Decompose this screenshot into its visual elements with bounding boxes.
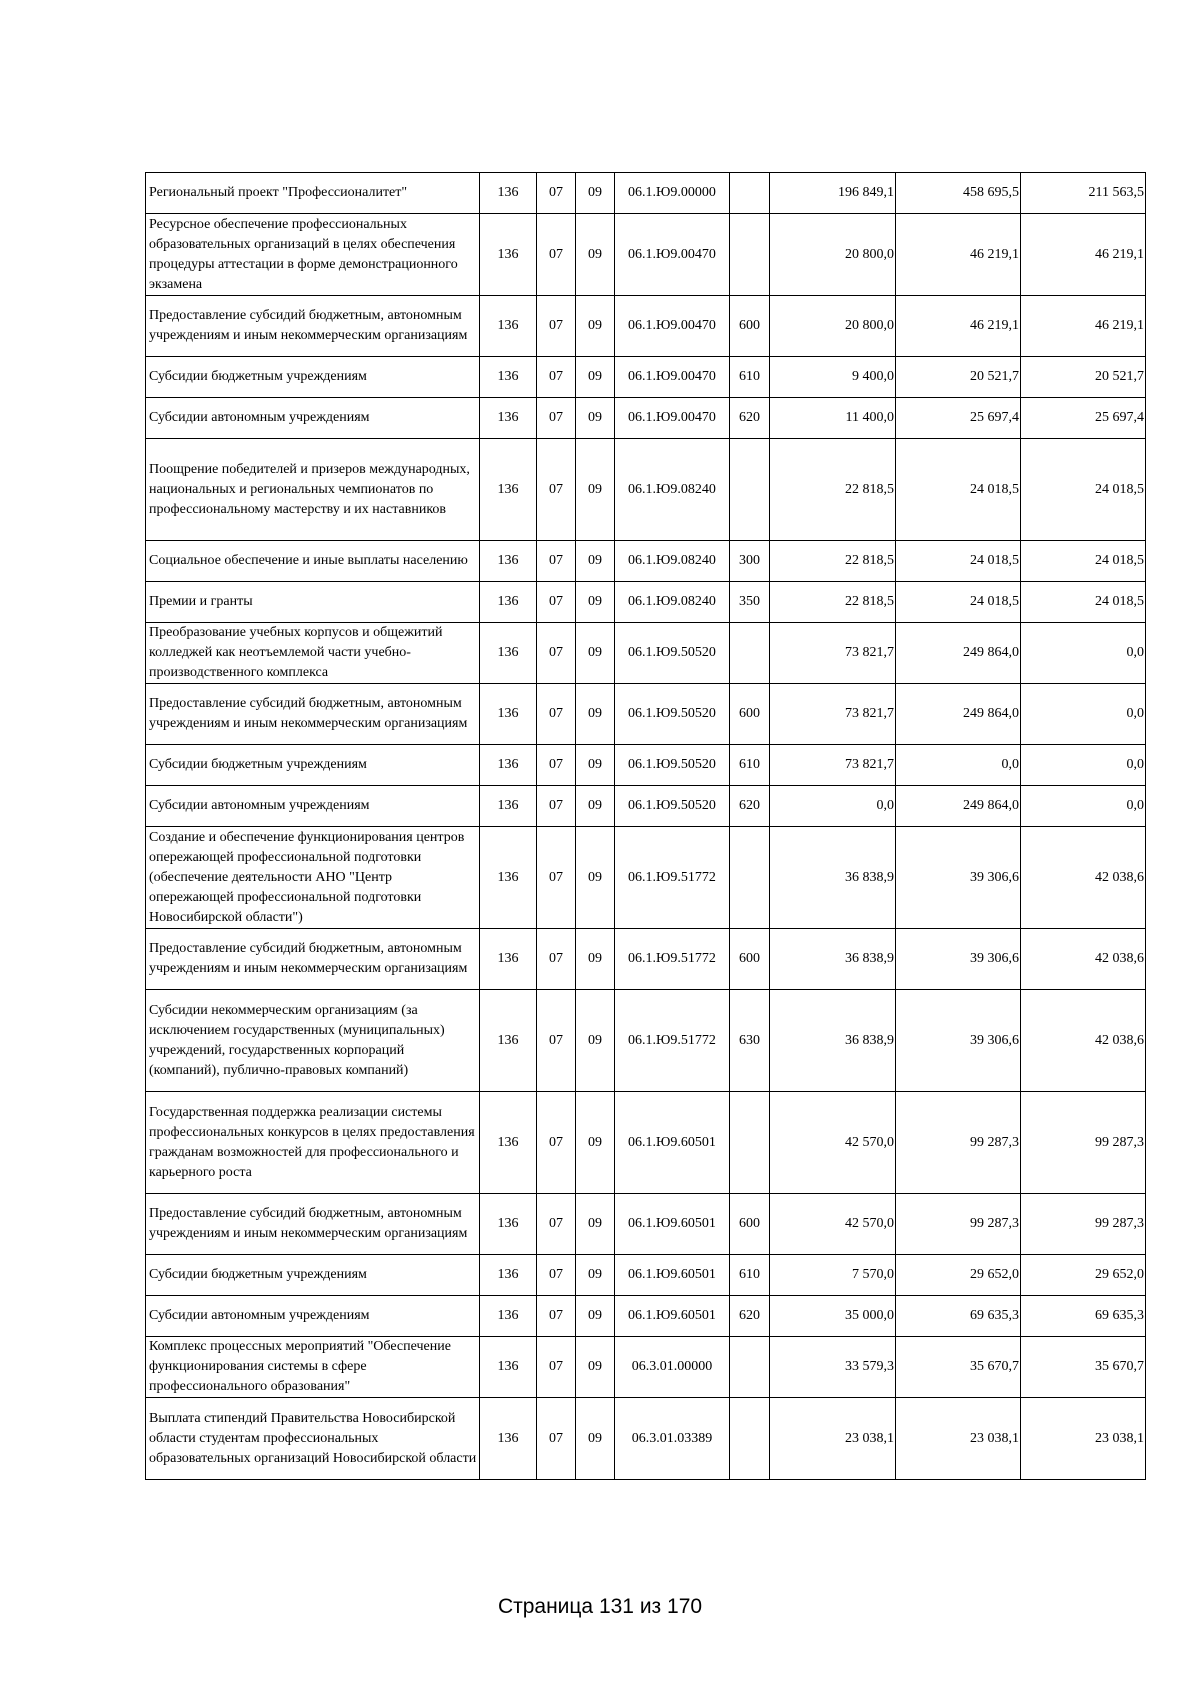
ministry-code-cell: 136	[480, 1194, 537, 1255]
amount-year2-cell: 99 287,3	[896, 1092, 1021, 1194]
target-article-cell: 06.1.Ю9.51772	[615, 929, 730, 990]
amount-year2-cell: 69 635,3	[896, 1296, 1021, 1337]
table-row	[146, 357, 1146, 398]
table-row	[146, 1255, 1146, 1296]
table-row	[146, 582, 1146, 623]
expense-type-cell	[730, 439, 770, 541]
expense-type-cell: 600	[730, 684, 770, 745]
amount-year2-cell: 458 695,5	[896, 173, 1021, 214]
amount-year1-cell: 9 400,0	[770, 357, 896, 398]
amount-year2-cell: 39 306,6	[896, 990, 1021, 1092]
section-code-cell: 07	[537, 173, 576, 214]
subsection-code-cell: 09	[576, 623, 615, 684]
target-article-cell: 06.1.Ю9.60501	[615, 1194, 730, 1255]
item-name-cell: Социальное обеспечение и иные выплаты населению	[146, 541, 480, 582]
item-name-cell: Поощрение победителей и призеров международных, национальных и региональных чемпионатов по профессиональному мастерству и их наставников	[146, 439, 480, 541]
amount-year2-cell: 39 306,6	[896, 929, 1021, 990]
section-code-cell: 07	[537, 1398, 576, 1480]
expense-type-cell	[730, 214, 770, 296]
table-row	[146, 214, 1146, 296]
section-code-cell: 07	[537, 439, 576, 541]
amount-year3-cell: 29 652,0	[1021, 1255, 1146, 1296]
expense-type-cell: 600	[730, 929, 770, 990]
item-name-cell: Субсидии автономным учреждениям	[146, 398, 480, 439]
amount-year3-cell: 24 018,5	[1021, 582, 1146, 623]
expense-type-cell: 600	[730, 296, 770, 357]
amount-year1-cell: 35 000,0	[770, 1296, 896, 1337]
target-article-cell: 06.1.Ю9.51772	[615, 827, 730, 929]
expense-type-cell	[730, 1092, 770, 1194]
target-article-cell: 06.1.Ю9.50520	[615, 745, 730, 786]
amount-year3-cell: 46 219,1	[1021, 296, 1146, 357]
subsection-code-cell: 09	[576, 786, 615, 827]
section-code-cell: 07	[537, 786, 576, 827]
amount-year2-cell: 24 018,5	[896, 541, 1021, 582]
section-code-cell: 07	[537, 684, 576, 745]
item-name-cell: Создание и обеспечение функционирования центров опережающей профессиональной подготовки (обеспечение деятельности АНО "Центр опережающей профессиональной подготовки Новосибирской области")	[146, 827, 480, 929]
item-name-cell: Комплекс процессных мероприятий "Обеспечение функционирования системы в сфере профессионального образования"	[146, 1337, 480, 1398]
section-code-cell: 07	[537, 1092, 576, 1194]
item-name-cell: Региональный проект "Профессионалитет"	[146, 173, 480, 214]
amount-year1-cell: 7 570,0	[770, 1255, 896, 1296]
amount-year1-cell: 42 570,0	[770, 1092, 896, 1194]
amount-year1-cell: 20 800,0	[770, 214, 896, 296]
expense-type-cell: 620	[730, 398, 770, 439]
expense-type-cell: 610	[730, 745, 770, 786]
amount-year2-cell: 0,0	[896, 745, 1021, 786]
subsection-code-cell: 09	[576, 439, 615, 541]
amount-year2-cell: 24 018,5	[896, 439, 1021, 541]
item-name-cell: Выплата стипендий Правительства Новосибирской области студентам профессиональных образовательных организаций Новосибирской области	[146, 1398, 480, 1480]
amount-year2-cell: 249 864,0	[896, 786, 1021, 827]
section-code-cell: 07	[537, 357, 576, 398]
ministry-code-cell: 136	[480, 786, 537, 827]
amount-year2-cell: 46 219,1	[896, 214, 1021, 296]
section-code-cell: 07	[537, 929, 576, 990]
amount-year1-cell: 23 038,1	[770, 1398, 896, 1480]
ministry-code-cell: 136	[480, 684, 537, 745]
ministry-code-cell: 136	[480, 541, 537, 582]
amount-year1-cell: 36 838,9	[770, 929, 896, 990]
target-article-cell: 06.1.Ю9.60501	[615, 1296, 730, 1337]
amount-year3-cell: 42 038,6	[1021, 929, 1146, 990]
table-row	[146, 541, 1146, 582]
amount-year2-cell: 29 652,0	[896, 1255, 1021, 1296]
amount-year2-cell: 20 521,7	[896, 357, 1021, 398]
expense-type-cell	[730, 173, 770, 214]
item-name-cell: Предоставление субсидий бюджетным, автономным учреждениям и иным некоммерческим организациям	[146, 1194, 480, 1255]
subsection-code-cell: 09	[576, 827, 615, 929]
page-number: Страница 131 из 170	[497, 1595, 703, 1618]
target-article-cell: 06.1.Ю9.60501	[615, 1092, 730, 1194]
table-body	[146, 173, 1146, 1480]
expense-type-cell: 600	[730, 1194, 770, 1255]
ministry-code-cell: 136	[480, 214, 537, 296]
target-article-cell: 06.1.Ю9.51772	[615, 990, 730, 1092]
section-code-cell: 07	[537, 582, 576, 623]
ministry-code-cell: 136	[480, 173, 537, 214]
target-article-cell: 06.3.01.00000	[615, 1337, 730, 1398]
section-code-cell: 07	[537, 1337, 576, 1398]
section-code-cell: 07	[537, 990, 576, 1092]
item-name-cell: Субсидии бюджетным учреждениям	[146, 745, 480, 786]
section-code-cell: 07	[537, 623, 576, 684]
ministry-code-cell: 136	[480, 1337, 537, 1398]
ministry-code-cell: 136	[480, 827, 537, 929]
subsection-code-cell: 09	[576, 582, 615, 623]
table-row	[146, 990, 1146, 1092]
table-row	[146, 684, 1146, 745]
table-row	[146, 1092, 1146, 1194]
amount-year2-cell: 25 697,4	[896, 398, 1021, 439]
target-article-cell: 06.1.Ю9.08240	[615, 439, 730, 541]
amount-year1-cell: 20 800,0	[770, 296, 896, 357]
expense-type-cell: 350	[730, 582, 770, 623]
amount-year1-cell: 196 849,1	[770, 173, 896, 214]
section-code-cell: 07	[537, 1255, 576, 1296]
table-row	[146, 439, 1146, 541]
item-name-cell: Субсидии бюджетным учреждениям	[146, 1255, 480, 1296]
amount-year2-cell: 249 864,0	[896, 623, 1021, 684]
subsection-code-cell: 09	[576, 1296, 615, 1337]
amount-year1-cell: 33 579,3	[770, 1337, 896, 1398]
amount-year2-cell: 23 038,1	[896, 1398, 1021, 1480]
expense-type-cell: 620	[730, 1296, 770, 1337]
amount-year1-cell: 42 570,0	[770, 1194, 896, 1255]
ministry-code-cell: 136	[480, 929, 537, 990]
target-article-cell: 06.1.Ю9.00470	[615, 357, 730, 398]
amount-year1-cell: 73 821,7	[770, 623, 896, 684]
subsection-code-cell: 09	[576, 1092, 615, 1194]
subsection-code-cell: 09	[576, 1194, 615, 1255]
subsection-code-cell: 09	[576, 296, 615, 357]
amount-year3-cell: 0,0	[1021, 786, 1146, 827]
item-name-cell: Субсидии некоммерческим организациям (за исключением государственных (муниципальных) учреждений, государственных корпораций (компаний), публично-правовых компаний)	[146, 990, 480, 1092]
amount-year1-cell: 36 838,9	[770, 827, 896, 929]
item-name-cell: Премии и гранты	[146, 582, 480, 623]
amount-year3-cell: 24 018,5	[1021, 541, 1146, 582]
amount-year3-cell: 211 563,5	[1021, 173, 1146, 214]
subsection-code-cell: 09	[576, 1398, 615, 1480]
amount-year1-cell: 0,0	[770, 786, 896, 827]
amount-year2-cell: 249 864,0	[896, 684, 1021, 745]
target-article-cell: 06.1.Ю9.00470	[615, 398, 730, 439]
ministry-code-cell: 136	[480, 439, 537, 541]
amount-year2-cell: 46 219,1	[896, 296, 1021, 357]
ministry-code-cell: 136	[480, 745, 537, 786]
ministry-code-cell: 136	[480, 990, 537, 1092]
item-name-cell: Предоставление субсидий бюджетным, автономным учреждениям и иным некоммерческим организациям	[146, 929, 480, 990]
amount-year2-cell: 39 306,6	[896, 827, 1021, 929]
amount-year3-cell: 20 521,7	[1021, 357, 1146, 398]
target-article-cell: 06.1.Ю9.50520	[615, 786, 730, 827]
expense-type-cell: 610	[730, 357, 770, 398]
item-name-cell: Государственная поддержка реализации системы профессиональных конкурсов в целях предоставления гражданам возможностей для профессионального и карьерного роста	[146, 1092, 480, 1194]
ministry-code-cell: 136	[480, 1092, 537, 1194]
amount-year1-cell: 22 818,5	[770, 541, 896, 582]
subsection-code-cell: 09	[576, 929, 615, 990]
amount-year3-cell: 0,0	[1021, 684, 1146, 745]
ministry-code-cell: 136	[480, 357, 537, 398]
item-name-cell: Преобразование учебных корпусов и общежитий колледжей как неотъемлемой части учебно-производственного комплекса	[146, 623, 480, 684]
subsection-code-cell: 09	[576, 990, 615, 1092]
expense-type-cell: 620	[730, 786, 770, 827]
item-name-cell: Субсидии автономным учреждениям	[146, 786, 480, 827]
amount-year2-cell: 35 670,7	[896, 1337, 1021, 1398]
table-row	[146, 296, 1146, 357]
target-article-cell: 06.1.Ю9.08240	[615, 582, 730, 623]
expense-type-cell: 300	[730, 541, 770, 582]
subsection-code-cell: 09	[576, 398, 615, 439]
amount-year1-cell: 73 821,7	[770, 745, 896, 786]
amount-year2-cell: 24 018,5	[896, 582, 1021, 623]
amount-year3-cell: 46 219,1	[1021, 214, 1146, 296]
target-article-cell: 06.1.Ю9.50520	[615, 623, 730, 684]
expense-type-cell	[730, 1398, 770, 1480]
item-name-cell: Субсидии автономным учреждениям	[146, 1296, 480, 1337]
table-row	[146, 827, 1146, 929]
item-name-cell: Предоставление субсидий бюджетным, автономным учреждениям и иным некоммерческим организациям	[146, 684, 480, 745]
amount-year1-cell: 22 818,5	[770, 439, 896, 541]
section-code-cell: 07	[537, 745, 576, 786]
ministry-code-cell: 136	[480, 623, 537, 684]
table-row	[146, 173, 1146, 214]
amount-year2-cell: 99 287,3	[896, 1194, 1021, 1255]
amount-year3-cell: 99 287,3	[1021, 1092, 1146, 1194]
target-article-cell: 06.1.Ю9.08240	[615, 541, 730, 582]
subsection-code-cell: 09	[576, 1337, 615, 1398]
subsection-code-cell: 09	[576, 214, 615, 296]
target-article-cell: 06.1.Ю9.00000	[615, 173, 730, 214]
subsection-code-cell: 09	[576, 745, 615, 786]
table-row	[146, 1398, 1146, 1480]
amount-year3-cell: 24 018,5	[1021, 439, 1146, 541]
target-article-cell: 06.1.Ю9.00470	[615, 296, 730, 357]
ministry-code-cell: 136	[480, 398, 537, 439]
table-row	[146, 1296, 1146, 1337]
table-row	[146, 1337, 1146, 1398]
amount-year3-cell: 42 038,6	[1021, 990, 1146, 1092]
expense-type-cell	[730, 827, 770, 929]
table-row	[146, 745, 1146, 786]
table-row	[146, 398, 1146, 439]
target-article-cell: 06.1.Ю9.00470	[615, 214, 730, 296]
subsection-code-cell: 09	[576, 173, 615, 214]
subsection-code-cell: 09	[576, 357, 615, 398]
item-name-cell: Предоставление субсидий бюджетным, автономным учреждениям и иным некоммерческим организациям	[146, 296, 480, 357]
target-article-cell: 06.1.Ю9.60501	[615, 1255, 730, 1296]
ministry-code-cell: 136	[480, 582, 537, 623]
target-article-cell: 06.3.01.03389	[615, 1398, 730, 1480]
section-code-cell: 07	[537, 827, 576, 929]
expense-type-cell: 610	[730, 1255, 770, 1296]
amount-year1-cell: 11 400,0	[770, 398, 896, 439]
section-code-cell: 07	[537, 214, 576, 296]
amount-year3-cell: 69 635,3	[1021, 1296, 1146, 1337]
amount-year3-cell: 0,0	[1021, 623, 1146, 684]
section-code-cell: 07	[537, 1296, 576, 1337]
amount-year3-cell: 23 038,1	[1021, 1398, 1146, 1480]
amount-year3-cell: 35 670,7	[1021, 1337, 1146, 1398]
subsection-code-cell: 09	[576, 1255, 615, 1296]
budget-table	[145, 172, 1146, 1480]
item-name-cell: Ресурсное обеспечение профессиональных образовательных организаций в целях обеспечения процедуры аттестации в форме демонстрационного экзамена	[146, 214, 480, 296]
amount-year3-cell: 99 287,3	[1021, 1194, 1146, 1255]
item-name-cell: Субсидии бюджетным учреждениям	[146, 357, 480, 398]
subsection-code-cell: 09	[576, 541, 615, 582]
ministry-code-cell: 136	[480, 1296, 537, 1337]
amount-year3-cell: 25 697,4	[1021, 398, 1146, 439]
amount-year1-cell: 22 818,5	[770, 582, 896, 623]
ministry-code-cell: 136	[480, 296, 537, 357]
amount-year1-cell: 36 838,9	[770, 990, 896, 1092]
table-row	[146, 1194, 1146, 1255]
table-row	[146, 929, 1146, 990]
table-row	[146, 786, 1146, 827]
ministry-code-cell: 136	[480, 1398, 537, 1480]
amount-year3-cell: 42 038,6	[1021, 827, 1146, 929]
ministry-code-cell: 136	[480, 1255, 537, 1296]
section-code-cell: 07	[537, 398, 576, 439]
amount-year1-cell: 73 821,7	[770, 684, 896, 745]
section-code-cell: 07	[537, 541, 576, 582]
section-code-cell: 07	[537, 1194, 576, 1255]
expense-type-cell	[730, 1337, 770, 1398]
section-code-cell: 07	[537, 296, 576, 357]
table-row	[146, 623, 1146, 684]
expense-type-cell: 630	[730, 990, 770, 1092]
target-article-cell: 06.1.Ю9.50520	[615, 684, 730, 745]
amount-year3-cell: 0,0	[1021, 745, 1146, 786]
expense-type-cell	[730, 623, 770, 684]
subsection-code-cell: 09	[576, 684, 615, 745]
